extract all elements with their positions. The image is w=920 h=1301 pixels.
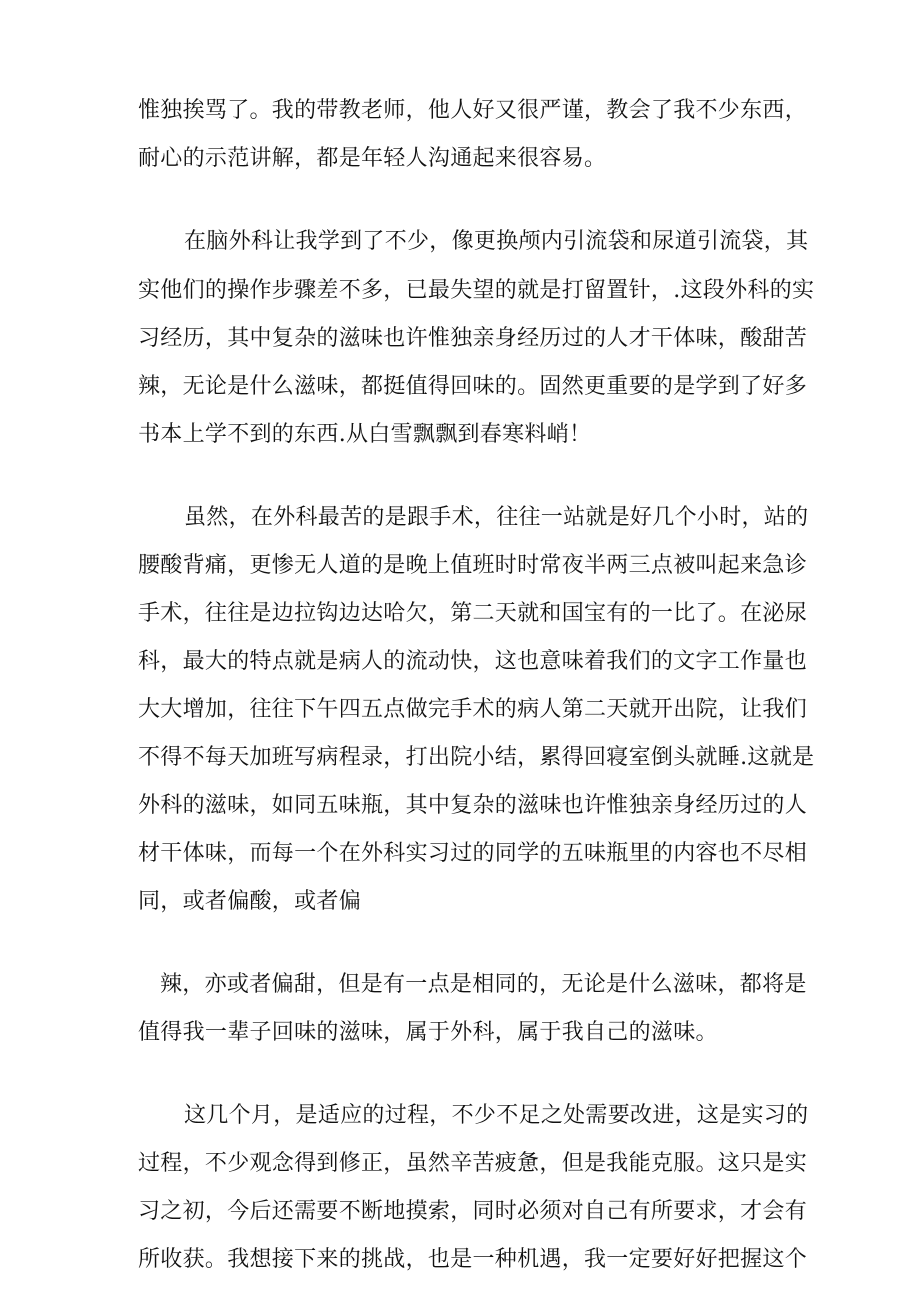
paragraph-3-line-2: 腰酸背痛，更惨无人道的是晚上值班时时常夜半两三点被叫起来急诊 bbox=[138, 553, 808, 578]
paragraph-4-line-1: 辣，亦或者偏甜，但是有一点是相同的，无论是什么滋味，都将是 bbox=[160, 972, 807, 997]
paragraph-2-line-1: 在脑外科让我学到了不少，像更换颅内引流袋和尿道引流袋，其 bbox=[184, 229, 809, 254]
paragraph-3-line-4: 科，最大的特点就是病人的流动快，这也意味着我们的文字工作量也 bbox=[138, 649, 808, 674]
paragraph-3-line-3: 手术，往往是边拉钩边达哈欠，第二天就和国宝有的一比了。在泌尿 bbox=[138, 601, 808, 626]
paragraph-2-line-2: 实他们的操作步骤差不多，已最失望的就是打留置针，.这段外科的实 bbox=[138, 278, 815, 303]
paragraph-1-line-2: 耐心的示范讲解，都是年轻人沟通起来很容易。 bbox=[138, 146, 607, 171]
paragraph-3-line-5: 大大增加，往往下午四五点做完手术的病人第二天就开出院，让我们 bbox=[138, 697, 808, 722]
paragraph-2-line-3: 习经历，其中复杂的滋味也许惟独亲身经历过的人才干体味，酸甜苦 bbox=[138, 326, 808, 351]
paragraph-3-line-1: 虽然，在外科最苦的是跟手术，往往一站就是好几个小时，站的 bbox=[184, 505, 809, 530]
paragraph-3-line-9: 同，或者偏酸，或者偏 bbox=[138, 889, 362, 914]
paragraph-3-line-6: 不得不每天加班写病程录，打出院小结，累得回寝室倒头就睡.这就是 bbox=[138, 745, 815, 770]
paragraph-5-line-4: 所收获。我想接下来的挑战，也是一种机遇，我一定要好好把握这个 bbox=[138, 1247, 808, 1272]
paragraph-5-line-1: 这几个月，是适应的过程，不少不足之处需要改进，这是实习的 bbox=[184, 1103, 809, 1128]
paragraph-3-line-8: 材干体味，而每一个在外科实习过的同学的五味瓶里的内容也不尽相 bbox=[138, 841, 808, 866]
paragraph-5-line-3: 习之初，今后还需要不断地摸索，同时必须对自己有所要求，才会有 bbox=[138, 1199, 808, 1224]
paragraph-3-line-7: 外科的滋味，如同五味瓶，其中复杂的滋味也许惟独亲身经历过的人 bbox=[138, 793, 808, 818]
paragraph-2-line-5: 书本上学不到的东西.从白雪飘飘到春寒料峭！ bbox=[138, 422, 592, 447]
paragraph-1-line-1: 惟独挨骂了。我的带教老师，他人好又很严谨，教会了我不少东西， bbox=[138, 98, 808, 123]
paragraph-4-line-2: 值得我一辈子回味的滋味，属于外科，属于我自己的滋味。 bbox=[138, 1020, 718, 1045]
paragraph-2-line-4: 辣，无论是什么滋味，都挺值得回味的。固然更重要的是学到了好多 bbox=[138, 374, 808, 399]
paragraph-5-line-2: 过程，不少观念得到修正，虽然辛苦疲惫，但是我能克服。这只是实 bbox=[138, 1151, 808, 1176]
